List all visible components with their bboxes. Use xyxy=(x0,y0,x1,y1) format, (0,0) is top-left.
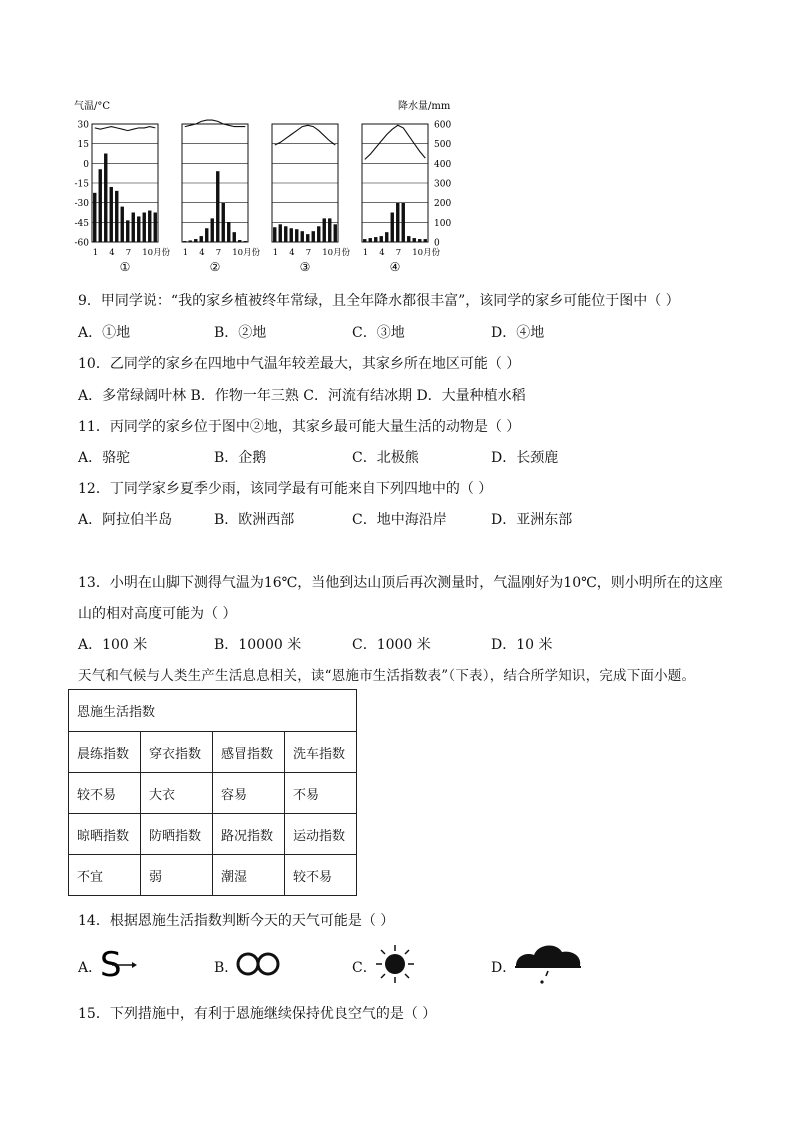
x-tick-label: 1 xyxy=(92,248,99,258)
precipitation-bar xyxy=(317,226,320,242)
table-cell: 容易 xyxy=(213,773,285,814)
precipitation-bar xyxy=(323,218,326,242)
precipitation-bar xyxy=(200,236,203,242)
precipitation-bar xyxy=(216,171,219,242)
precipitation-bar xyxy=(238,240,241,242)
y-left-tick-label: 30 xyxy=(77,120,89,131)
precipitation-bar xyxy=(104,154,107,243)
table-row xyxy=(69,814,357,855)
panel-label: ② xyxy=(209,260,221,274)
table-cell: 不易 xyxy=(285,773,357,814)
precipitation-bar xyxy=(110,187,113,242)
precipitation-bar xyxy=(290,228,293,242)
question-14-stem: 14．根据恩施生活指数判断今天的天气可能是（ ） xyxy=(78,913,395,929)
question-9-stem: 9．甲同学说：“我的家乡植被终年常绿，且全年降水都很丰富”，该同学的家乡可能位于图中（ ） xyxy=(78,293,680,309)
table-cell: 不宜 xyxy=(69,855,141,896)
precipitation-bar xyxy=(328,218,331,242)
precipitation-bar xyxy=(334,224,337,242)
precipitation-bar xyxy=(312,231,315,242)
y-left-tick-label: 15 xyxy=(77,140,89,151)
precipitation-bar xyxy=(205,228,208,242)
precipitation-bar xyxy=(121,207,124,242)
precipitation-bar xyxy=(211,218,214,242)
q14-option-b[interactable]: B． xyxy=(214,960,239,976)
table-cell: 防晒指数 xyxy=(141,814,213,855)
x-tick-label: 4 xyxy=(379,248,385,258)
precipitation-bar xyxy=(227,222,230,242)
x-tick-label: 10月份 xyxy=(232,248,261,258)
question-15-stem: 15．下列措施中，有利于恩施继续保持优良空气的是（ ） xyxy=(78,1006,437,1022)
precipitation-bar xyxy=(306,234,309,242)
precipitation-bar xyxy=(126,220,129,242)
table-cell: 大衣 xyxy=(141,773,213,814)
y-left-tick-label: -30 xyxy=(74,199,89,210)
q13-option-a[interactable]: A．100 米 xyxy=(78,637,148,653)
temperature-line xyxy=(185,120,246,127)
q10-options[interactable]: A．多常绿阔叶林 B．作物一年三熟 C．河流有结冰期 D．大量种植水稻 xyxy=(78,388,526,404)
precipitation-bar xyxy=(391,213,394,243)
y-right-tick-label: 300 xyxy=(434,179,452,190)
precipitation-bar xyxy=(301,231,304,242)
climate-panel xyxy=(182,120,261,274)
precipitation-bar xyxy=(407,236,410,242)
haze-icon xyxy=(235,950,283,978)
table-cell: 较不易 xyxy=(69,773,141,814)
precipitation-bar xyxy=(418,239,421,242)
table-cell: 路况指数 xyxy=(213,814,285,855)
x-tick-label: 1 xyxy=(272,248,279,258)
x-tick-label: 4 xyxy=(289,248,295,258)
precipitation-bar xyxy=(402,203,405,242)
precipitation-bar xyxy=(115,191,118,242)
question-13-stem-line2: 山的相对高度可能为（ ） xyxy=(78,606,237,622)
precipitation-bar xyxy=(143,213,146,243)
precipitation-bar xyxy=(413,238,416,242)
table-row xyxy=(69,855,357,896)
q12-option-a[interactable]: A．阿拉伯半岛 xyxy=(78,512,173,528)
y-left-tick-label: -15 xyxy=(74,179,89,190)
y-right-tick-label: 400 xyxy=(434,159,452,170)
precipitation-bar xyxy=(194,239,197,242)
precipitation-bar xyxy=(132,213,135,243)
table-title: 恩施生活指数 xyxy=(69,690,357,732)
table-cell: 较不易 xyxy=(285,855,357,896)
precipitation-bar xyxy=(363,239,366,242)
table-cell: 弱 xyxy=(141,855,213,896)
life-index-table xyxy=(68,689,357,896)
q9-option-b[interactable]: B．②地 xyxy=(214,325,267,341)
question-13-stem-line1: 13．小明在山脚下测得气温为16℃，当他到达山顶后再次测量时，气温刚好为10℃，则小明所在的这座 xyxy=(78,575,723,591)
precipitation-bar xyxy=(369,238,372,242)
panel-label: ④ xyxy=(389,260,401,274)
x-tick-label: 7 xyxy=(305,248,312,258)
precipitation-bar xyxy=(424,239,427,242)
precipitation-bar xyxy=(273,227,276,242)
precipitation-bar xyxy=(99,169,102,242)
table-cell: 洗车指数 xyxy=(285,732,357,773)
q12-option-c[interactable]: C．地中海沿岸 xyxy=(352,512,447,528)
climate-panel xyxy=(92,124,171,274)
q13-option-d[interactable]: D．10 米 xyxy=(491,637,553,653)
q9-option-d[interactable]: D．④地 xyxy=(491,325,545,341)
q11-option-d[interactable]: D．长颈鹿 xyxy=(491,450,559,466)
precipitation-bar xyxy=(295,229,298,242)
precipitation-bar xyxy=(222,203,225,242)
q11-option-a[interactable]: A．骆驼 xyxy=(78,450,131,466)
q9-option-a[interactable]: A．①地 xyxy=(78,325,131,341)
precipitation-bar xyxy=(374,237,377,242)
q13-option-b[interactable]: B．10000 米 xyxy=(214,637,302,653)
precipitation-bar xyxy=(233,232,236,242)
temperature-line xyxy=(365,125,426,159)
y-right-label: 降水量/mm xyxy=(398,101,451,112)
table-cell: 穿衣指数 xyxy=(141,732,213,773)
x-tick-label: 4 xyxy=(199,248,205,258)
x-tick-label: 7 xyxy=(215,248,222,258)
question-12-stem: 12．丁同学家乡夏季少雨，该同学最有可能来自下列四地中的（ ） xyxy=(78,481,493,497)
precipitation-bar xyxy=(385,232,388,242)
sunny-icon xyxy=(373,944,417,984)
table-row xyxy=(69,732,357,773)
x-tick-label: 7 xyxy=(125,248,132,258)
x-tick-label: 10月份 xyxy=(412,248,441,258)
climate-charts xyxy=(70,96,470,276)
x-tick-label: 7 xyxy=(395,248,402,258)
precipitation-bar xyxy=(148,211,151,242)
x-tick-label: 10月份 xyxy=(142,248,171,258)
table-cell: 感冒指数 xyxy=(213,732,285,773)
x-tick-label: 4 xyxy=(109,248,115,258)
section-intro: 天气和气候与人类生产生活息息相关，读“恩施市生活指数表”（下表），结合所学知识，完成下面小题。 xyxy=(78,668,696,684)
precipitation-bar xyxy=(284,226,287,242)
q11-option-c[interactable]: C．北极熊 xyxy=(352,450,419,466)
sandstorm-icon xyxy=(98,946,138,982)
q14-option-a[interactable]: A． xyxy=(78,960,103,976)
x-tick-label: 10月份 xyxy=(322,248,351,258)
precipitation-bar xyxy=(93,193,96,242)
temperature-line xyxy=(95,127,156,131)
question-10-stem: 10．乙同学的家乡在四地中气温年较差最大，其家乡所在地区可能（ ） xyxy=(78,356,521,372)
panel-label: ③ xyxy=(299,260,311,274)
q13-option-c[interactable]: C．1000 米 xyxy=(352,637,431,653)
y-right-tick-label: 600 xyxy=(434,120,452,131)
y-left-label: 气温/°C xyxy=(74,101,111,112)
precipitation-bar xyxy=(183,241,186,242)
y-right-tick-label: 0 xyxy=(434,238,440,249)
table-row xyxy=(69,773,357,814)
climate-panel xyxy=(272,124,351,274)
q9-option-c[interactable]: C．③地 xyxy=(352,325,405,341)
precipitation-bar xyxy=(137,216,140,242)
q14-option-d[interactable]: D． xyxy=(491,960,517,976)
table-cell: 晾晒指数 xyxy=(69,814,141,855)
y-right-tick-label: 100 xyxy=(434,218,452,229)
panel-label: ① xyxy=(119,260,131,274)
y-right-tick-label: 500 xyxy=(434,140,452,151)
precipitation-bar xyxy=(279,224,282,242)
svg-text:S: S xyxy=(100,946,122,982)
q12-option-b[interactable]: B．欧洲西部 xyxy=(214,512,295,528)
table-cell: 运动指数 xyxy=(285,814,357,855)
precipitation-bar xyxy=(380,236,383,242)
x-tick-label: 1 xyxy=(182,248,189,258)
rain-shower-icon xyxy=(512,940,584,986)
q14-option-c[interactable]: C． xyxy=(352,960,377,976)
y-left-tick-label: -45 xyxy=(74,218,89,229)
precipitation-bar xyxy=(189,240,192,242)
x-tick-label: 1 xyxy=(362,248,369,258)
q12-option-d[interactable]: D．亚洲东部 xyxy=(491,512,573,528)
table-cell: 晨练指数 xyxy=(69,732,141,773)
y-left-tick-label: 0 xyxy=(83,159,89,170)
q11-option-b[interactable]: B．企鹅 xyxy=(214,450,267,466)
y-left-tick-label: -60 xyxy=(74,238,89,249)
precipitation-bar xyxy=(396,203,399,242)
precipitation-bar xyxy=(154,213,157,243)
precipitation-bar xyxy=(244,241,247,242)
table-cell: 潮湿 xyxy=(213,855,285,896)
temperature-line xyxy=(275,125,336,145)
question-11-stem: 11．丙同学的家乡位于图中②地，其家乡最可能大量生活的动物是（ ） xyxy=(78,419,521,435)
climate-panel xyxy=(362,124,441,274)
y-right-tick-label: 200 xyxy=(434,199,452,210)
